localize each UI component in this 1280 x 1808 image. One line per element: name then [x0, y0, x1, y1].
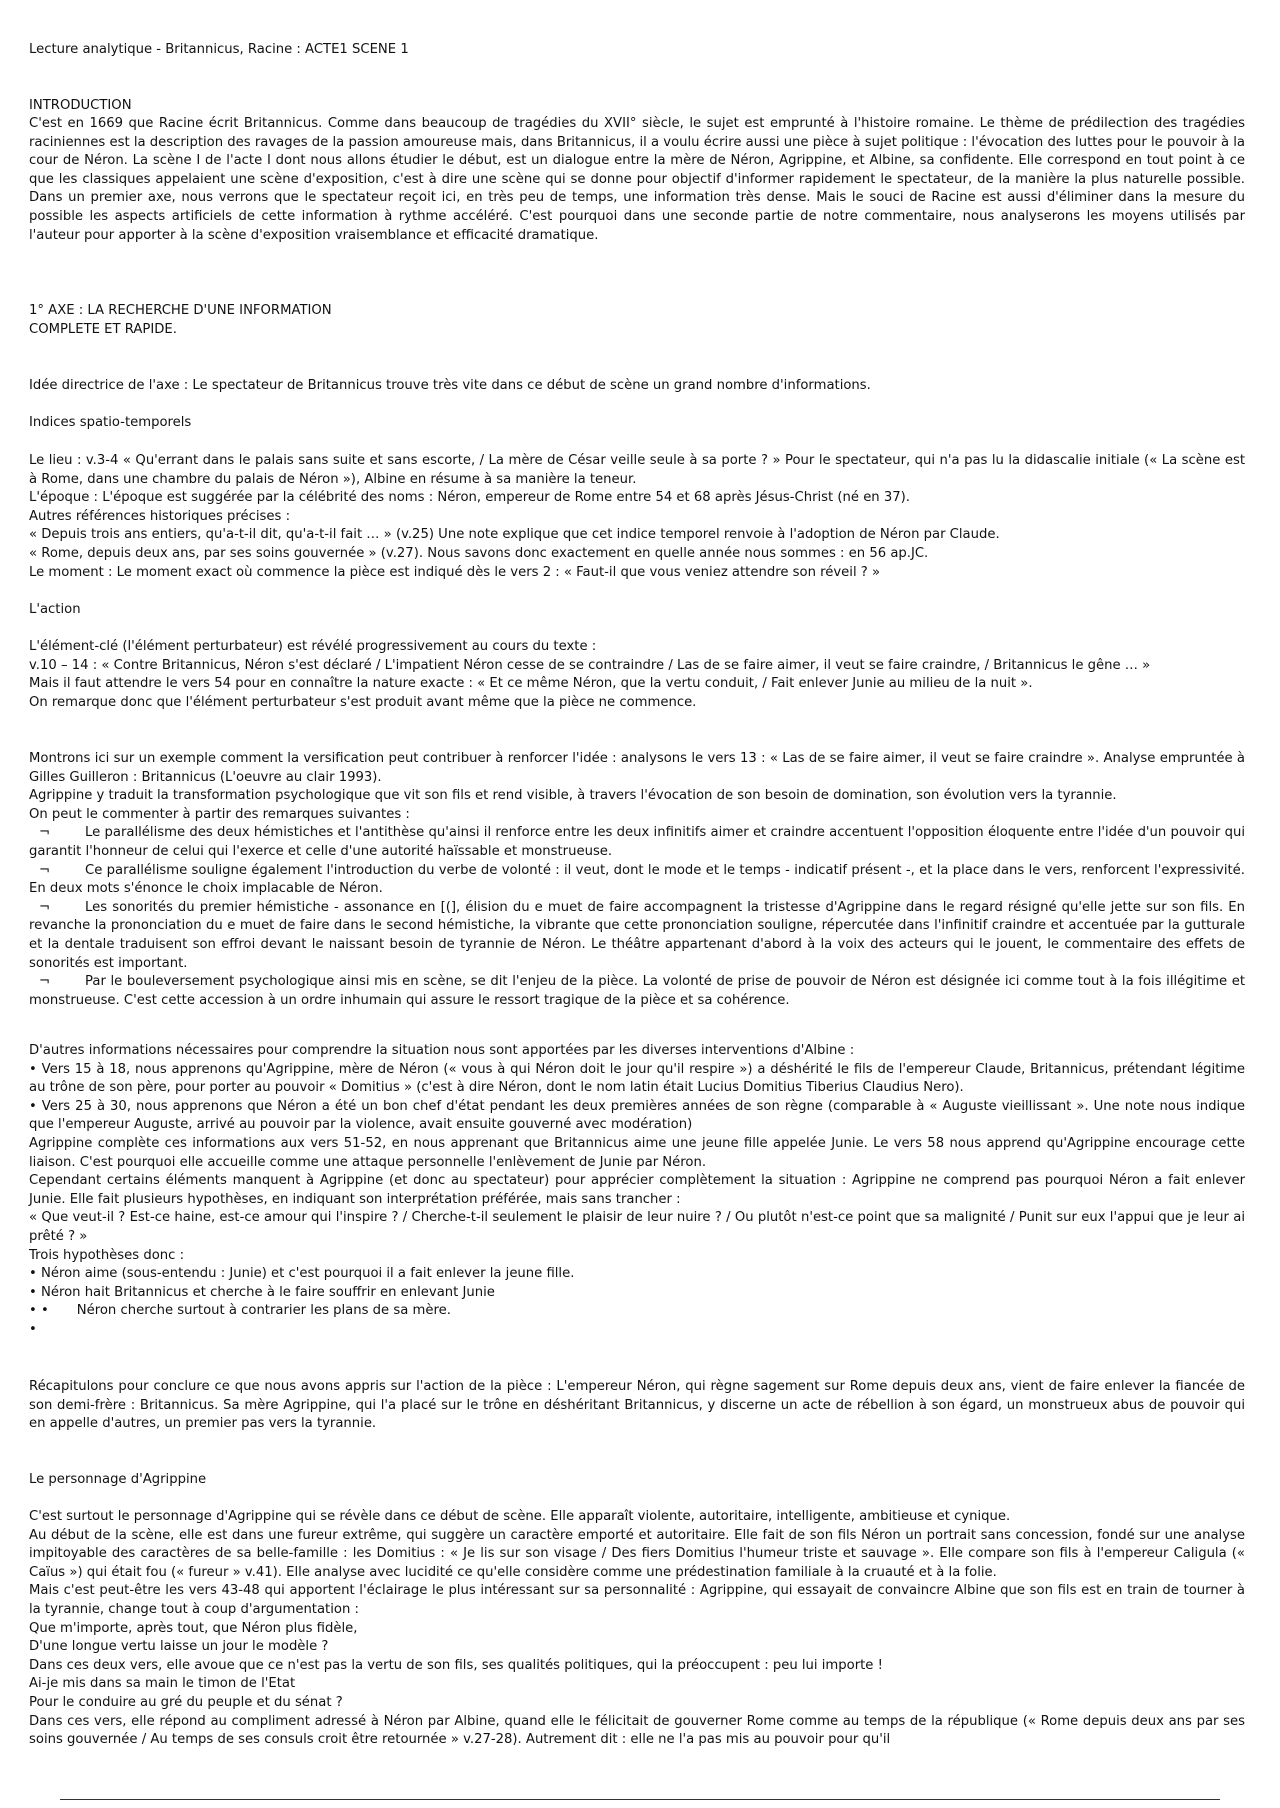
- remarque: On remarque donc que l'élément perturbateur s'est produit avant même que la pièce ne commence.: [29, 694, 697, 710]
- montrons-paragraph: Montrons ici sur un exemple comment la versification peut contribuer à renforcer l'idée : analysons le vers 13 : « Las de se faire aimer, il veut se faire craindre ». Analyse empruntée à Gilles Guilleron : Britannicus (L'oeuvre au clair 1993).: [29, 751, 1245, 785]
- cependant-paragraph: Cependant certains éléments manquent à Agrippine (et donc au spectateur) pour apprécier complètement la situation : Agrippine ne comprend pas pourquoi Néron a fait enlever Junie. Elle fait plusieurs hypothèses, en indiquant son interprétation préférée, mais sans trancher :: [29, 1173, 1245, 1207]
- verse-10-14: v.10 – 14 : « Contre Britannicus, Néron s'est déclaré / L'impatient Néron cesse de se contraindre / Las de se faire aimer, il veut se faire craindre, / Britannicus le gêne … »: [29, 657, 1151, 673]
- reference-2: « Rome, depuis deux ans, par ses soins gouvernée » (v.27). Nous savons donc exactement en quelle année nous sommes : en 56 ap.JC.: [29, 545, 929, 561]
- element-intro: L'élément-clé (l'élément perturbateur) est révélé progressivement au cours du texte :: [29, 639, 597, 654]
- page-footer-rule: [60, 1799, 1220, 1800]
- citation-hypotheses: « Que veut-il ? Est-ce haine, est-ce amour qui l'inspire ? / Cherche-t-il seulement le plaisir de leur nuire ? / Ou plutôt n'est-ce point que sa malignité / Punit sur eux l'appui que je leur ai prêté ? »: [29, 1210, 1245, 1244]
- bullet-text: Le parallélisme des deux hémistiches et l'antithèse qu'ainsi il renforce entre les deux infinitifs aimer et craindre accentuent l'opposition éloquente entre l'idée d'un pouvoir qui garantit l'honneur de celui qui l'exerce et celle d'une autorité haïssable et monstrueuse.: [29, 825, 1245, 859]
- bullet-mark: ¬: [39, 974, 51, 990]
- hypothesis-3-mark: • •: [29, 1303, 49, 1319]
- intro-heading: INTRODUCTION: [29, 98, 132, 113]
- axe1-heading-line1: 1° AXE : LA RECHERCHE D'UNE INFORMATION: [29, 303, 332, 318]
- commenter-intro: On peut le commenter à partir des remarques suivantes :: [29, 806, 410, 822]
- autres-infos: D'autres informations nécessaires pour comprendre la situation nous sont apportées par les diverses interventions d'Albine :: [29, 1043, 855, 1058]
- dans-ces-deux-vers: Dans ces deux vers, elle avoue que ce n'est pas la vertu de son fils, ses qualités politiques, qui la préoccupent : peu lui importe !: [29, 1657, 883, 1673]
- complete-paragraph: Agrippine complète ces informations aux vers 51-52, en nous apprenant que Britannicus aime une jeune fille appelée Junie. Le vers 58 nous apprend qu'Agrippine encourage cette liaison. C'est pourquoi elle accueille comme une attaque personnelle l'enlèvement de Junie par Néron.: [29, 1135, 1245, 1170]
- axe1-heading-line2: COMPLETE ET RAPIDE.: [29, 321, 177, 337]
- moment-paragraph: Le moment : Le moment exact où commence la pièce est indiqué dès le vers 2 : « Faut-il que vous veniez attendre son réveil ? »: [29, 564, 881, 580]
- albine-section: [29, 1042, 1245, 1340]
- bullet-text: Ce parallélisme souligne également l'introduction du verbe de volonté : il veut, dont le mode et le temps - indicatif présent -, et la place dans le vers, renforcent l'expressivité. En deux mots s'énonce le choix implacable de Néron.: [29, 862, 1245, 897]
- hypothesis-1: • Néron aime (sous-entendu : Junie) et c'est pourquoi il a fait enlever la jeune fille.: [29, 1266, 575, 1282]
- vers-15-18: • Vers 15 à 18, nous apprenons qu'Agrippine, mère de Néron (« vous à qui Néron doit le jour qu'il respire ») a déshérité le fils de l'empereur Claude, Britannicus, prétendant légitime au trône de son père, pour porter au pouvoir « Domitius » (c'est à dire Néron, dont le nom latin était Lucius Domitius Tiberius Claudius Nero).: [29, 1061, 1245, 1096]
- bullet-mark: ¬: [39, 899, 51, 915]
- versification-section: [29, 750, 1245, 1010]
- quote-line-3: Ai-je mis dans sa main le timon de l'Etat: [29, 1676, 296, 1692]
- reference-1: « Depuis trois ans entiers, qu'a-t-il dit, qu'a-t-il fait … » (v.25) Une note explique que cet indice temporel renvoie à l'adoption de Néron par Claude.: [29, 527, 1000, 543]
- action-heading: L'action: [29, 602, 81, 617]
- dans-ces-vers: Dans ces vers, elle répond au compliment adressé à Néron par Albine, quand elle le félicitait de gouverner Rome comme au temps de la république (« Rome depuis deux ans par ses soins gouvernée / Au temps de ses consuls croit être retournée » v.27-28). Autrement dit : elle ne l'a pas mis au pouvoir pour qu'il: [29, 1713, 1245, 1748]
- quote-line-2: D'une longue vertu laisse un jour le modèle ?: [29, 1639, 329, 1655]
- hypothesis-2: • Néron hait Britannicus et cherche à le faire souffrir en enlevant Junie: [29, 1284, 495, 1300]
- agrippine-traduit: Agrippine y traduit la transformation psychologique que vit son fils et rend visible, à travers l'évocation de son besoin de domination, son évolution vers la tyrannie.: [29, 788, 1117, 804]
- epoque-paragraph: L'époque : L'époque est suggérée par la célébrité des noms : Néron, empereur de Rome entre 54 et 68 après Jésus-Christ (né en 37).: [29, 490, 910, 506]
- bullet-item: [29, 973, 1245, 1010]
- bullet-text: Les sonorités du premier hémistiche - assonance en [(], élision du e muet de faire accompagnent la tristesse d'Agrippine dans le regard résigné qu'elle jette sur son fils. En revanche la prononciation du e muet de faire dans le second hémistiche, la vibrante que cette prononciation souligne, répercutée dans l'infinitif craindre et accentuée par la gutturale et la dentale traduisent son effroi devant le naissant besoin de tyrannie de Néron. Le théâtre appartenant d'abord à la voix des acteurs qui le jouent, le commentaire des effets de sonorités est important.: [29, 899, 1245, 971]
- trois-hypotheses: Trois hypothèses donc :: [29, 1247, 185, 1263]
- intro-paragraph: C'est en 1669 que Racine écrit Britannicus. Comme dans beaucoup de tragédies du XVII° siècle, le sujet est emprunté à l'histoire romaine. Le thème de prédilection des tragédies raciniennes est la description des ravages de la passion amoureuse mais, dans Britannicus, il a voulu écrire aussi une pièce à sujet politique : l'évocation des luttes pour le pouvoir à la cour de Néron. La scène I de l'acte I dont nous allons étudier le début, est un dialogue entre la mère de Néron, Agrippine, et Albine, sa confidente. Elle correspond en tout point à ce que les classiques appelaient une scène d'exposition, c'est à dire une scène qui se donne pour objectif d'informer rapidement le spectateur, de la manière la plus naturelle possible. Dans un premier axe, nous verrons que le spectateur reçoit ici, en très peu de temps, une information très dense. Mais le souci de Racine est aussi d'éliminer dans la mesure du possible les aspects artificiels de cette information à rythme accéléré. C'est pourquoi dans une seconde partie de notre commentaire, nous analyserons les moyens utilisés par l'auteur pour apporter à la scène d'exposition vraisemblance et efficacité dramatique.: [29, 116, 1245, 243]
- bullet-item: [29, 862, 1245, 899]
- axe1-heading: [29, 302, 1245, 339]
- personnage-heading: Le personnage d'Agrippine: [29, 1472, 207, 1487]
- action-section: [29, 638, 1245, 712]
- document-title: Lecture analytique - Britannicus, Racine : ACTE1 SCENE 1: [29, 42, 409, 57]
- personnage-section: [29, 1508, 1245, 1750]
- verse-54: Mais il faut attendre le vers 54 pour en connaître la nature exacte : « Et ce même Néron, que la vertu conduit, / Fait enlever Junie au milieu de la nuit ».: [29, 676, 1033, 692]
- bullet-item: [29, 824, 1245, 861]
- quote-line-1: Que m'importe, après tout, que Néron plus fidèle,: [29, 1620, 358, 1636]
- indices-heading: Indices spatio-temporels: [29, 415, 192, 430]
- hypothesis-3-text: Néron cherche surtout à contrarier les plans de sa mère.: [76, 1303, 451, 1319]
- vers-25-30: • Vers 25 à 30, nous apprenons que Néron a été un bon chef d'état pendant les deux premières années de son règne (comparable à « Auguste vieillissant ». Une note nous indique que l'empereur Auguste, arrivé au pouvoir par la violence, avait ensuite gouverné avec modération): [29, 1098, 1245, 1133]
- lieu-paragraph: Le lieu : v.3-4 « Qu'errant dans le palais sans suite et sans escorte, / La mère de César veille seule à sa porte ? » Pour le spectateur, qui n'a pas lu la didascalie initiale (« La scène est à Rome, dans une chambre du palais de Néron »), Albine en résume à sa manière la teneur.: [29, 453, 1245, 487]
- autres-references: Autres références historiques précises :: [29, 508, 291, 524]
- idee-directrice: Idée directrice de l'axe : Le spectateur de Britannicus trouve très vite dans ce début de scène un grand nombre d'informations.: [29, 378, 871, 393]
- bullet-item: [29, 899, 1245, 973]
- debut-paragraph: Au début de la scène, elle est dans une fureur extrême, qui suggère un caractère emporté et autoritaire. Elle fait de son fils Néron un portrait sans concession, fondé sur une analyse impitoyable des caractères de sa belle-famille : les Domitius : « Je lis sur son visage / Des fiers Domitius l'humeur triste et sauvage ». Elle compare son fils à l'empereur Caligula (« Caïus ») qui était fou (« fureur » v.41). Elle analyse avec lucidité ce qu'elle considère comme une prédestination familiale à la cruauté et à la folie.: [29, 1527, 1245, 1580]
- quote-line-4: Pour le conduire au gré du peuple et du sénat ?: [29, 1694, 343, 1710]
- hypothesis-empty-bullet: •: [29, 1321, 37, 1337]
- surtout-paragraph: C'est surtout le personnage d'Agrippine qui se révèle dans ce début de scène. Elle apparaît violente, autoritaire, intelligente, ambitieuse et cynique.: [29, 1509, 1011, 1524]
- indices-section: [29, 452, 1245, 582]
- vers-43-48: Mais c'est peut-être les vers 43-48 qui apportent l'éclairage le plus intéressant sur sa personnalité : Agrippine, qui essayait de convaincre Albine que son fils est en train de tourner à la tyrannie, change tout à coup d'argumentation :: [29, 1583, 1245, 1617]
- bullet-mark: ¬: [39, 825, 51, 841]
- hypothesis-3: [29, 1302, 1245, 1321]
- bullet-mark: ¬: [39, 862, 51, 878]
- recap-paragraph: Récapitulons pour conclure ce que nous avons appris sur l'action de la pièce : L'empereur Néron, qui règne sagement sur Rome depuis deux ans, vient de faire enlever la fiancée de son demi-frère : Britannicus. Sa mère Agrippine, qui l'a placé sur le trône en déshéritant Britannicus, y discerne un acte de rébellion à son égard, un monstrueux abus de pouvoir qui en appelle d'autres, un premier pas vers la tyrannie.: [29, 1379, 1245, 1432]
- bullet-text: Par le bouleversement psychologique ainsi mis en scène, se dit l'enjeu de la pièce. La volonté de prise de pouvoir de Néron est désignée ici comme tout à la fois illégitime et monstrueuse. C'est cette accession à un ordre inhumain qui assure le ressort tragique de la pièce et sa cohérence.: [29, 974, 1245, 1008]
